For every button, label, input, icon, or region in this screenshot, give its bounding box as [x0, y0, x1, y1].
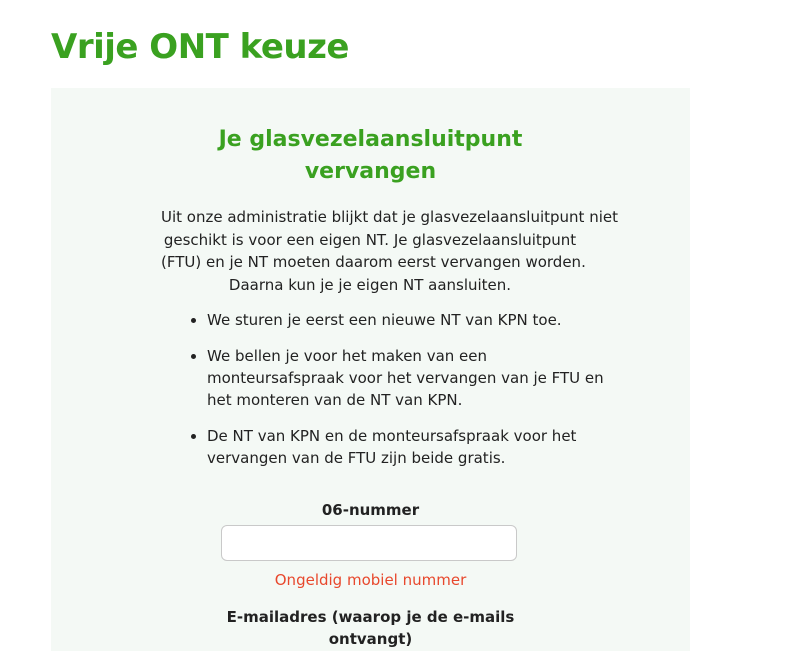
email-label-line: E-mailadres (waarop je de e-mails [226, 608, 515, 626]
steps-list [191, 309, 604, 483]
card-heading-line: vervangen [304, 159, 437, 184]
card-heading [51, 124, 690, 188]
intro-line: Daarna kun je je eigen NT aansluiten. [228, 275, 512, 294]
list-item [191, 309, 591, 331]
list-item-line: We bellen je voor het maken van een [207, 347, 488, 365]
list-item-line: De NT van KPN en de monteursafspraak voor het [207, 427, 577, 445]
email-label-line: ontvangt) [328, 630, 413, 648]
list-item [191, 345, 604, 411]
phone-label: 06-nummer [321, 501, 420, 519]
list-item-line: vervangen van de FTU zijn beide gratis. [207, 449, 506, 467]
phone-error-message: Ongeldig mobiel nummer [274, 571, 467, 589]
list-item-line: het monteren van de NT van KPN. [207, 391, 463, 409]
intro-text [161, 206, 618, 296]
list-item [191, 425, 591, 469]
intro-line: Uit onze administratie blijkt dat je glasvezelaansluitpunt niet [161, 208, 618, 226]
ftu-replacement-card [51, 88, 690, 651]
email-label [51, 606, 690, 650]
intro-line: (FTU) en je NT moeten daarom eerst vervangen worden. [161, 253, 586, 271]
card-heading-line: Je glasvezelaansluitpunt [218, 127, 523, 152]
list-item-line: We sturen je eerst een nieuwe NT van KPN toe. [207, 311, 562, 329]
list-item-line: monteursafspraak voor het vervangen van je FTU en [207, 369, 604, 387]
intro-line: geschikt is voor een eigen NT. Je glasvezelaansluitpunt [163, 230, 577, 249]
phone-input[interactable] [221, 525, 517, 561]
page-title: Vrije ONT keuze [51, 27, 349, 67]
